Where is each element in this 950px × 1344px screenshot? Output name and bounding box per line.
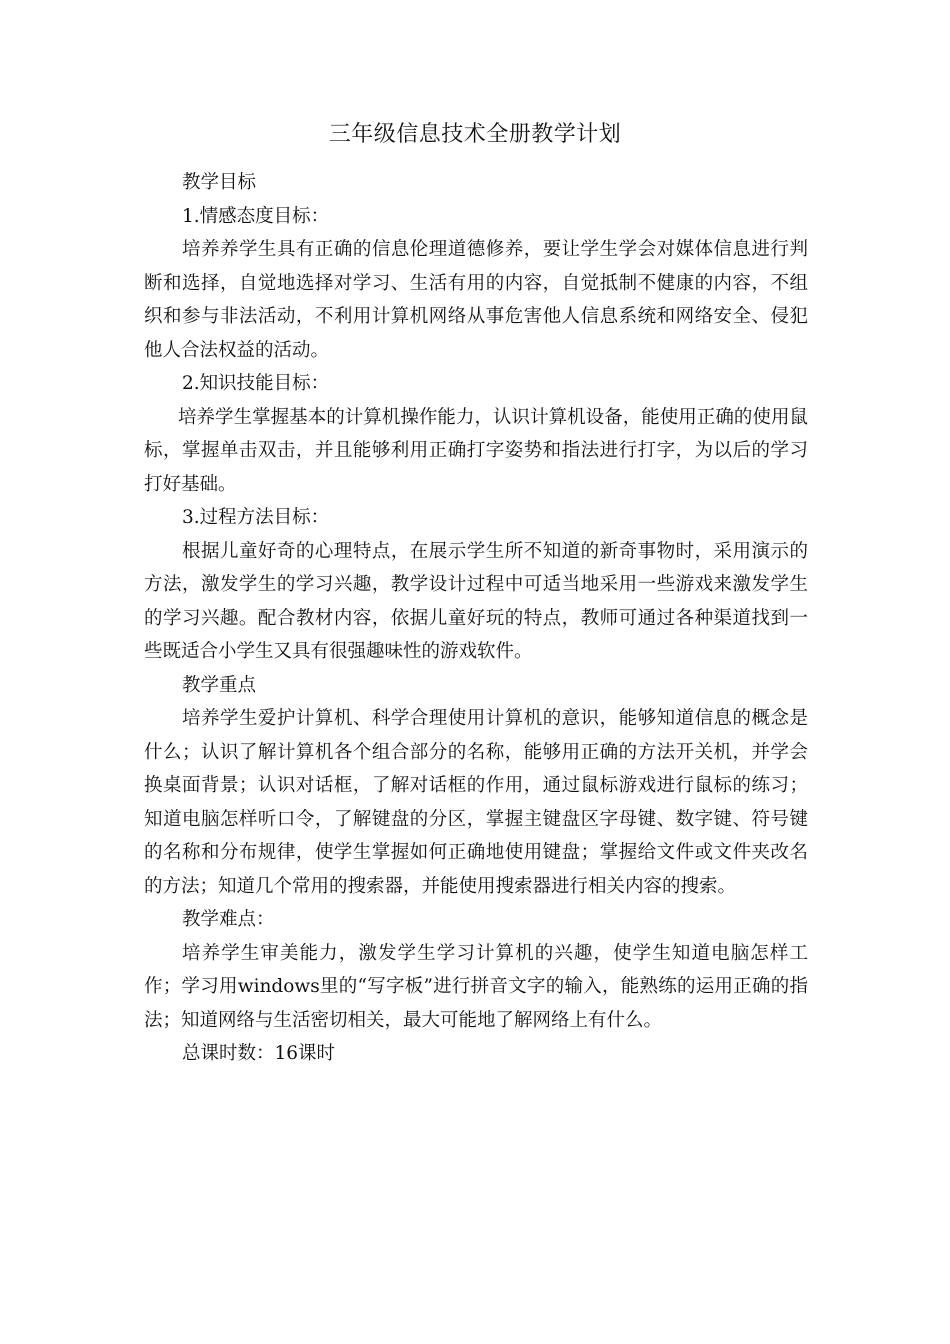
affective-heading: 1.情感态度目标：: [182, 205, 330, 227]
process-heading: 3.过程方法目标：: [182, 507, 330, 528]
document-body: [144, 166, 808, 1071]
difficulties-paragraph: 培养学生审美能力，激发学生学习计算机的兴趣，使学生知道电脑怎样工作；学习用windows里的“写字板”进行拼音文字的输入，能熟练的运用正确的指法；知道网络与生活密切相关，最大可能地了解网络上有什么。: [144, 942, 808, 1031]
process-paragraph: 根据儿童好奇的心理特点，在展示学生所不知道的新奇事物时，采用演示的方法，激发学生的学习兴趣，教学设计过程中可适当地采用一些游戏来激发学生的学习兴趣。配合教材内容，依据儿童好玩的特点，教师可通过各种渠道找到一些既适合小学生又具有很强趣味性的游戏软件。: [144, 540, 808, 662]
key-points-heading: 教学重点: [182, 674, 257, 696]
key-points-paragraph: 培养学生爱护计算机、科学合理使用计算机的意识，能够知道信息的概念是什么；认识了解计算机各个组合部分的名称，能够用正确的方法开关机，并学会换桌面背景；认识对话框，了解对话框的作用，通过鼠标游戏进行鼠标的练习；知道电脑怎样听口令，了解键盘的分区，掌握主键盘区字母键、数字键、符号键的名称和分布规律，使学生掌握如何正确地使用键盘；掌握给文件或文件夹改名的方法；知道几个常用的搜索器，并能使用搜索器进行相关内容的搜索。: [144, 708, 808, 897]
affective-paragraph: 培养养学生具有正确的信息伦理道德修养，要让学生学会对媒体信息进行判断和选择，自觉地选择对学习、生活有用的内容，自觉抵制不健康的内容，不组织和参与非法活动，不利用计算机网络从事危害他人信息系统和网络安全、侵犯他人合法权益的活动。: [144, 239, 808, 361]
document-title: 三年级信息技术全册教学计划: [328, 122, 622, 147]
skills-paragraph: 培养学生掌握基本的计算机操作能力，认识计算机设备，能使用正确的使用鼠标，掌握单击双击，并且能够利用正确打字姿势和指法进行打字，为以后的学习打好基础。: [144, 406, 808, 495]
total-hours: 总课时数：16课时: [182, 1043, 336, 1064]
difficulties-heading: 教学难点：: [182, 909, 275, 930]
skills-heading: 2.知识技能目标：: [182, 373, 330, 394]
objectives-heading: 教学目标: [182, 172, 257, 193]
